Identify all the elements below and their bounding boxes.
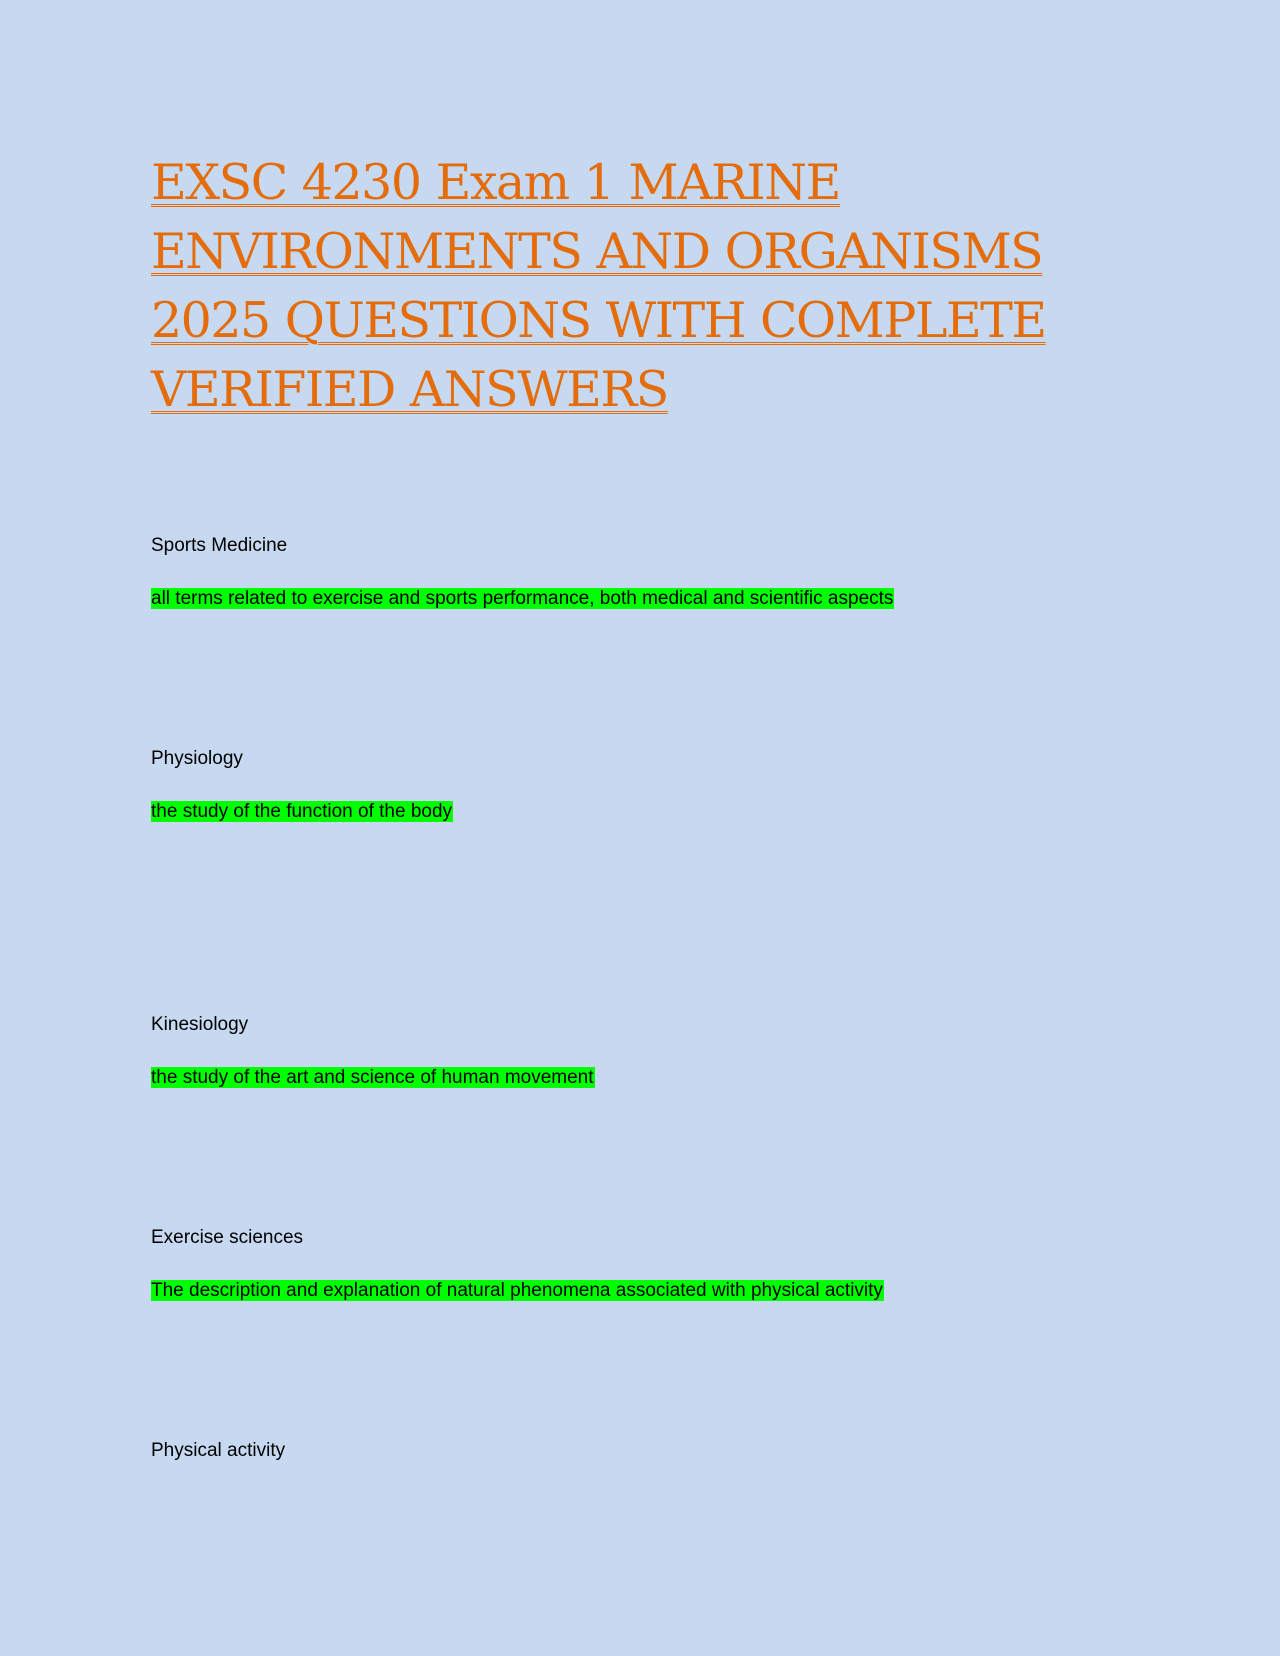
definition-kinesiology [151,1064,595,1092]
definition-sports-medicine [151,585,894,613]
term-physiology: Physiology [151,748,243,769]
definition-physiology [151,798,453,826]
highlighted-definition-text: The description and explanation of natural phenomena associated with physical activity [151,1280,883,1301]
term-physical-activity: Physical activity [151,1440,286,1461]
term-exercise-sciences: Exercise sciences [151,1227,304,1248]
highlighted-definition-text: the study of the function of the body [151,801,453,822]
highlighted-definition-text: the study of the art and science of human movement [151,1067,594,1088]
term-sports-medicine: Sports Medicine [151,535,288,556]
document-title: EXSC 4230 Exam 1 MARINE ENVIRONMENTS AND ORGANISMS 2025 QUESTIONS WITH COMPLETE VERIFIED ANSWERS [151,154,1046,418]
highlighted-definition-text: all terms related to exercise and sports performance, both medical and scientific aspects [151,588,894,609]
term-kinesiology: Kinesiology [151,1014,249,1035]
definition-exercise-sciences [151,1277,884,1305]
